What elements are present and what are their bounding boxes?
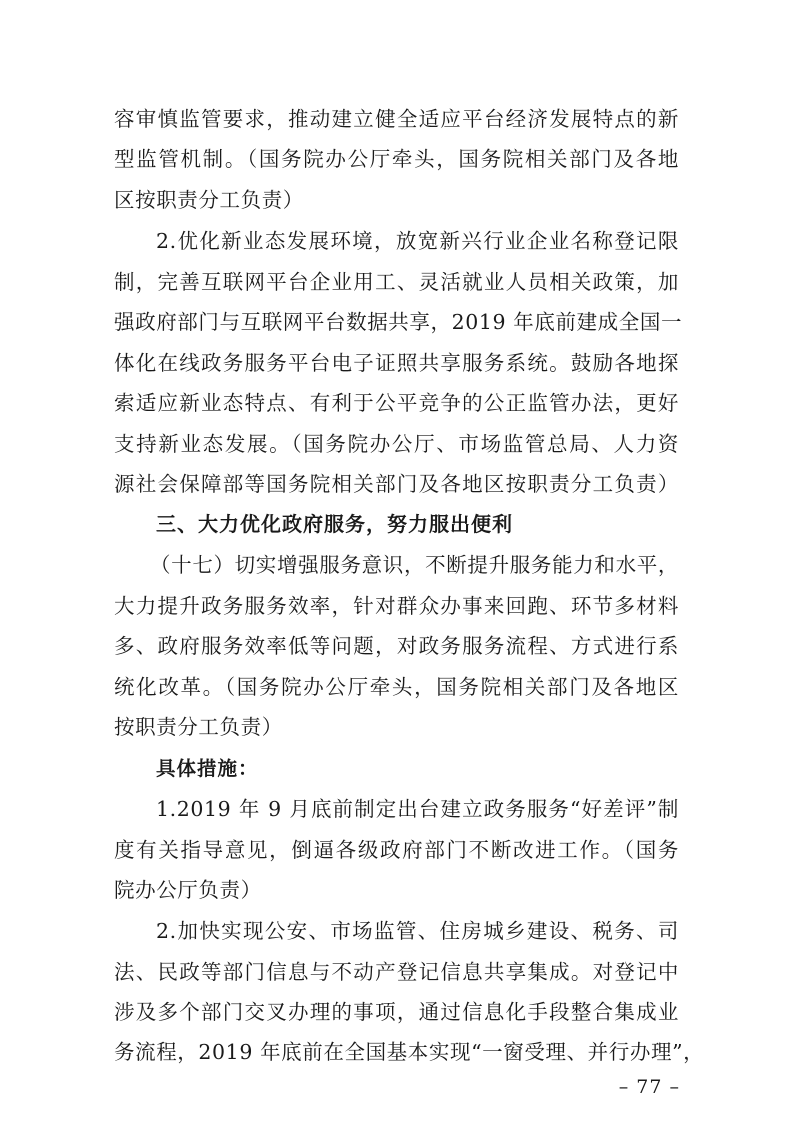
body-text-line: 统化改革。（国务院办公厅牵头，国务院相关部门及各地区 [114,675,679,699]
list-item-text: 2.优化新业态发展环境，放宽新兴行业企业名称登记限 [156,229,679,253]
body-text-line: 院办公厅负责） [114,878,262,902]
body-text-line: 按职责分工负责） [114,715,283,739]
body-text-line: （十七）切实增强服务意识，不断提升服务能力和水平， [150,553,679,577]
body-text-line: 度有关指导意见，倒逼各级政府部门不断改进工作。（国务 [114,838,679,862]
body-text-line: 大力提升政务服务效率，针对群众办事来回跑、环节多材料 [114,594,679,618]
body-text-line: 源社会保障部等国务院相关部门及各地区按职责分工负责） [114,472,679,496]
body-text-line: 索适应新业态特点、有利于公平竞争的公正监管办法，更好 [114,391,679,415]
body-text-line: 法、民政等部门信息与不动产登记信息共享集成。对登记中 [114,960,679,984]
body-text-line: 涉及多个部门交叉办理的事项，通过信息化手段整合集成业 [114,1000,679,1024]
body-text-line: 多、政府服务效率低等问题，对政务服务流程、方式进行系 [114,634,679,658]
body-text-line: 强政府部门与互联网平台数据共享，2019 年底前建成全国一 [114,310,683,334]
page-number: – 77 – [618,1076,680,1098]
body-text-line: 容审慎监管要求，推动建立健全适应平台经济发展特点的新 [114,107,679,131]
body-text-line: 型监管机制。（国务院办公厅牵头，国务院相关部门及各地 [114,147,679,171]
subheading: 具体措施： [156,757,259,780]
list-item-text: 2.加快实现公安、市场监管、住房城乡建设、税务、司 [156,919,679,943]
body-text-line: 体化在线政务服务平台电子证照共享服务系统。鼓励各地探 [114,351,679,375]
section-heading: 三、大力优化政府服务，努力服出便利 [156,512,513,536]
body-text-line: 制，完善互联网平台企业用工、灵活就业人员相关政策，加 [114,270,679,294]
body-text-line: 务流程，2019 年底前在全国基本实现“一窗受理、并行办理”， [114,1040,705,1064]
body-text-line: 支持新业态发展。（国务院办公厅、市场监管总局、人力资 [114,432,679,456]
list-item-text: 1.2019 年 9 月底前制定出台建立政务服务“好差评”制 [156,797,679,821]
body-text-line: 区按职责分工负责） [114,188,304,212]
